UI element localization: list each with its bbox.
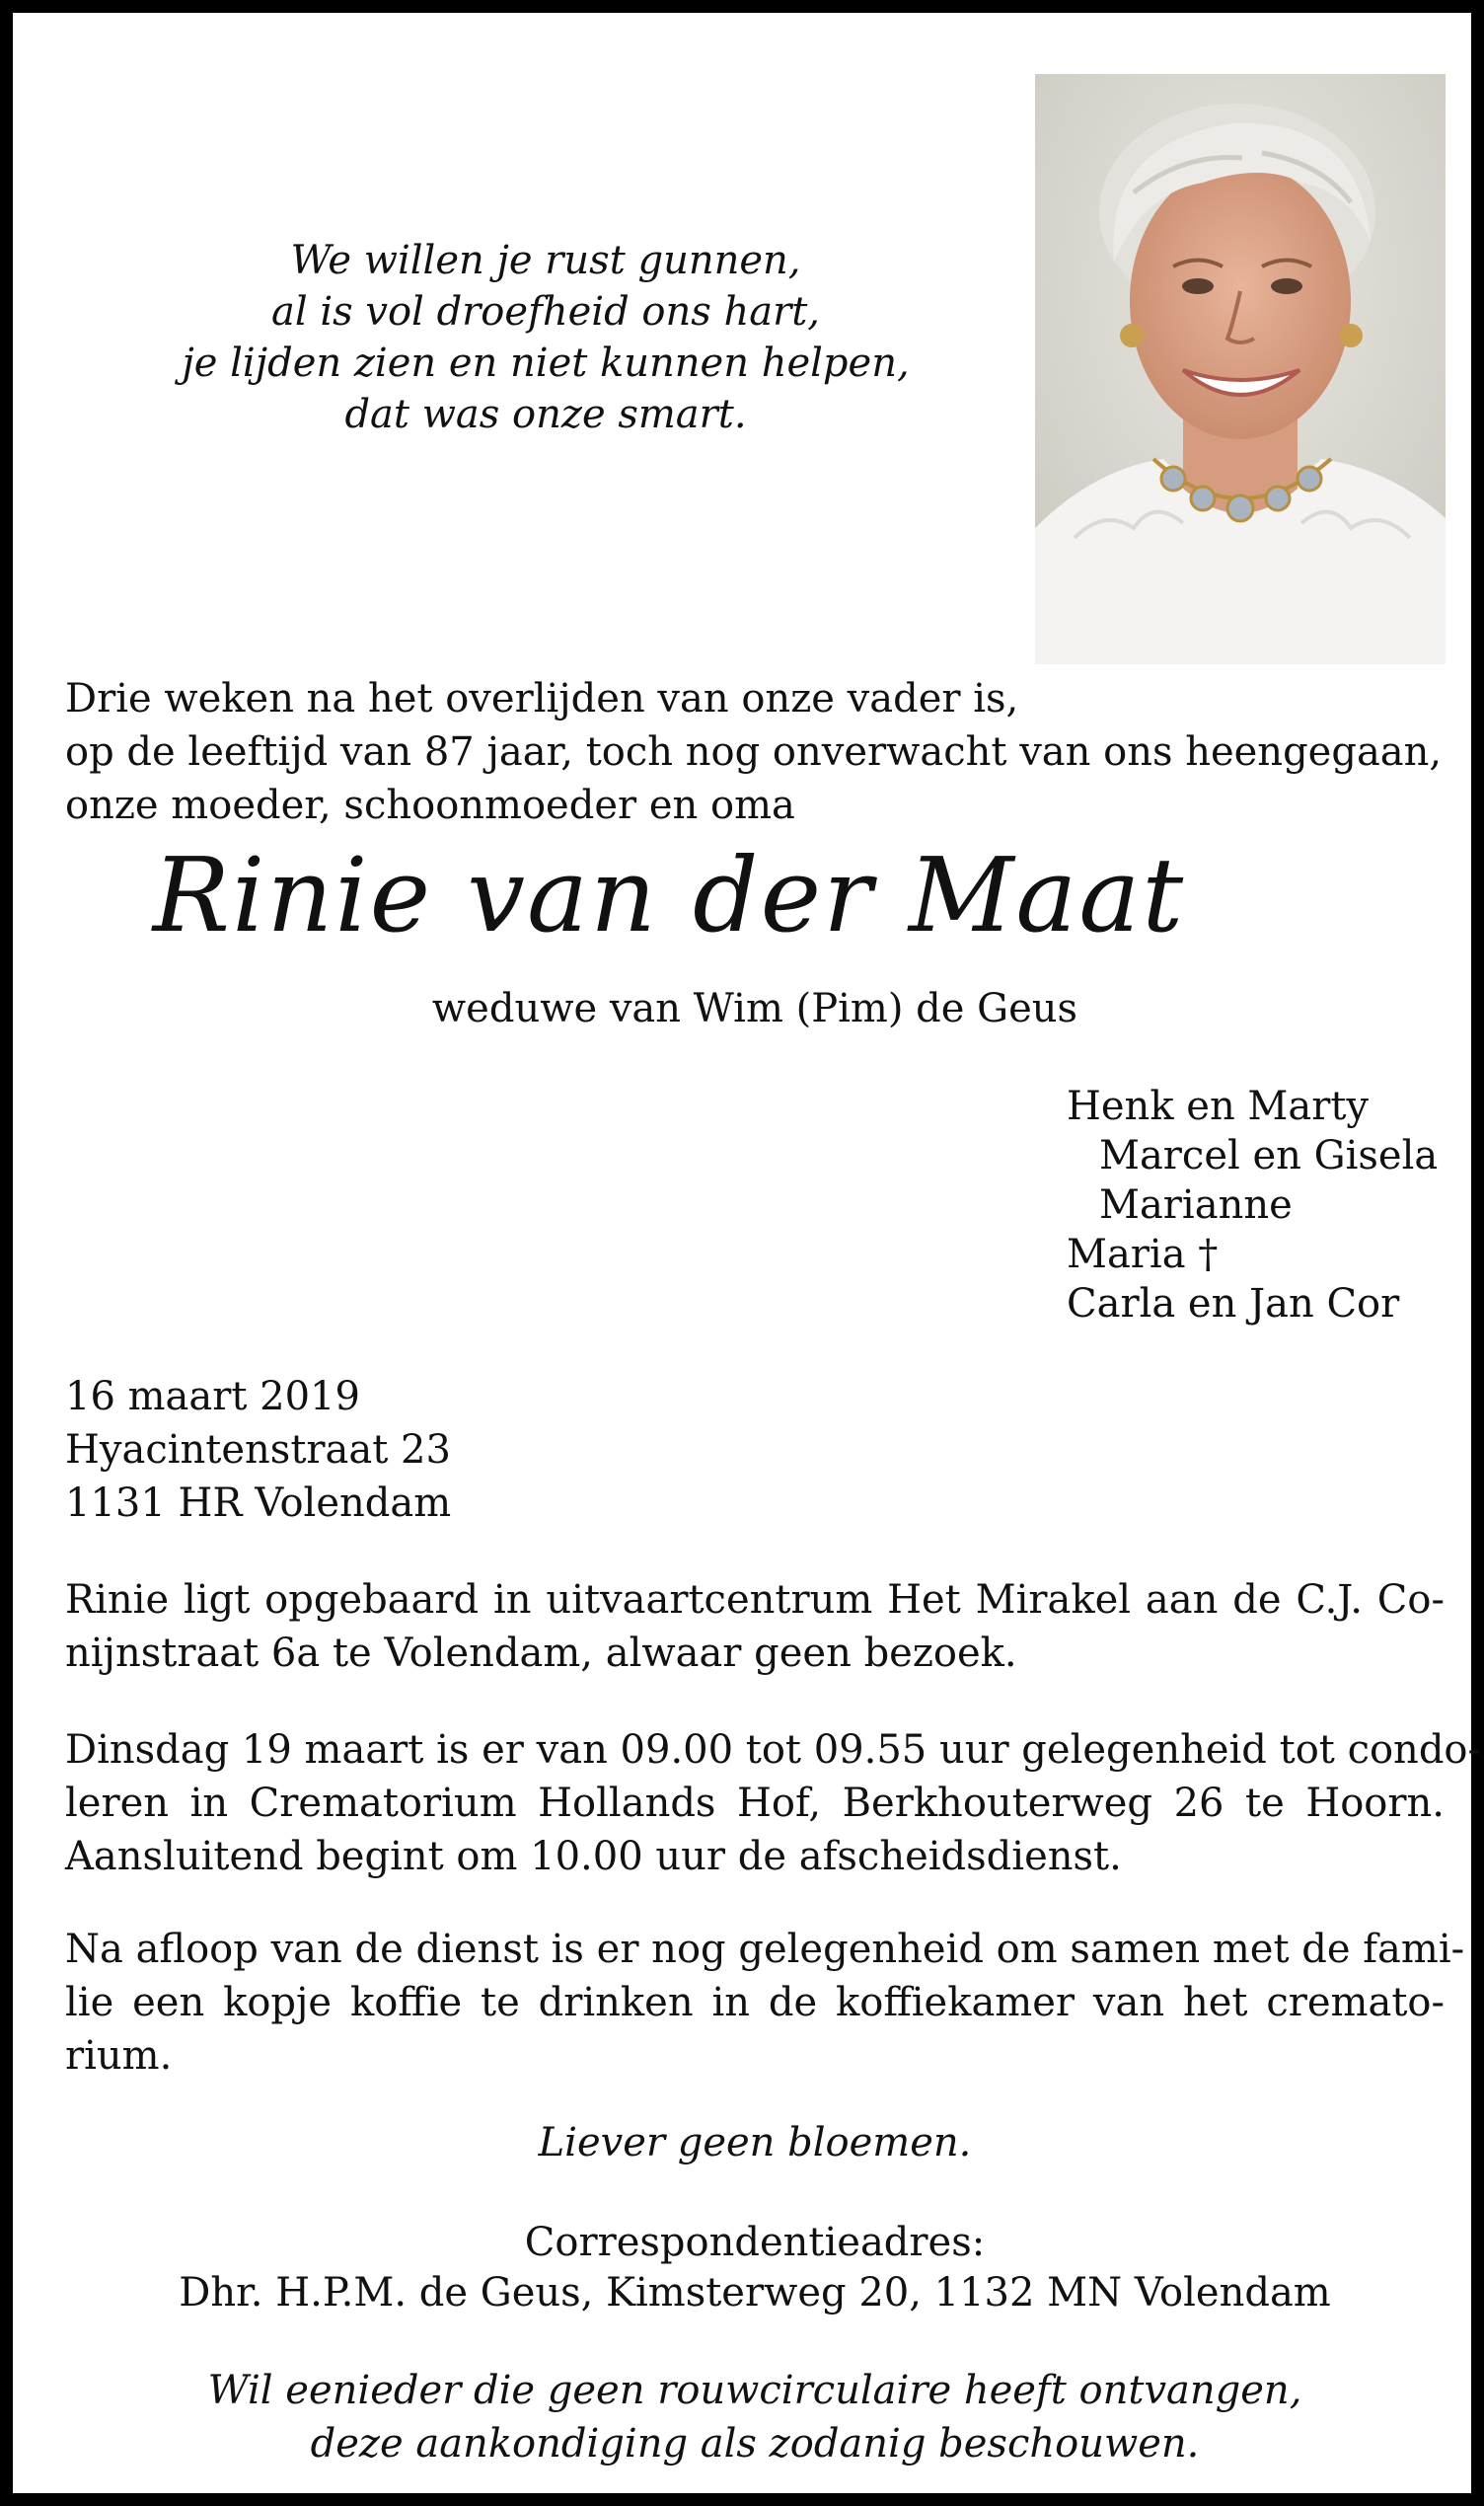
deceased-name-text: Rinie van der Maat [152,835,1186,955]
coffee-paragraph [65,1923,1465,2083]
closing-line: Wil eenieder die geen rouwcirculaire heeft ontvangen, [207,2368,1302,2413]
intro-line: Drie weken na het overlijden van onze vader is, [65,676,1019,721]
paragraph-line: Rinie ligt opgebaard in uitvaartcentrum Het Mirakel aan de C.J. Co- [65,1577,1445,1623]
intro-line: onze moeder, schoonmoeder en oma [65,783,795,828]
family-member: Marcel en Gisela [1099,1133,1439,1178]
deceased-name [111,820,1226,968]
city-line: 1131 HR Volendam [65,1481,452,1526]
date-and-address [65,1370,756,1530]
closing-line: deze aankondiging als zodanig beschouwen. [310,2421,1200,2467]
closing-note [13,2364,1484,2470]
intro-line: op de leeftijd van 87 jaar, toch nog onverwacht van ons heengegaan, [65,729,1443,775]
poem-line: al is vol droefheid ons hart, [270,289,820,335]
correspondence-address: Dhr. H.P.M. de Geus, Kimsterweg 20, 1132 MN Volendam [179,2270,1331,2316]
correspondence-label: Correspondentieadres: [524,2220,986,2265]
date-line: 16 maart 2019 [65,1374,360,1419]
service-paragraph [65,1723,1482,1883]
paragraph-line: Aansluitend begint om 10.00 uur de afscheidsdienst. [65,1834,1122,1879]
widow-of-line: weduwe van Wim (Pim) de Geus [431,986,1078,1031]
paragraph-line: rium. [65,2033,173,2079]
laid-out-paragraph [65,1573,1445,1680]
poem-line: je lijden zien en niet kunnen helpen, [182,341,910,386]
paragraph-line: Dinsdag 19 maart is er van 09.00 tot 09.55 uur gelegenheid tot condo- [65,1727,1482,1773]
paragraph-line: lie een kopje koffie te drinken in de koffiekamer van het cremato- [65,1980,1445,2025]
street-line: Hyacintenstraat 23 [65,1427,451,1473]
family-list [1067,1082,1461,1329]
paragraph-line: Na afloop van de dienst is er nog gelegenheid om samen met de fami- [65,1927,1465,1972]
family-member: Carla en Jan Cor [1067,1281,1400,1327]
poem-line: dat was onze smart. [344,392,747,437]
paragraph-line: nijnstraat 6a te Volendam, alwaar geen bezoek. [65,1631,1017,1676]
intro-text [65,672,1466,832]
family-member: Maria † [1067,1232,1219,1277]
paragraph-line: leren in Crematorium Hollands Hof, Berkhouterweg 26 te Hoorn. [65,1781,1445,1826]
memorial-poem [131,235,960,440]
family-member: Marianne [1099,1182,1293,1228]
portrait-photo [1035,74,1446,664]
family-member: Henk en Marty [1067,1084,1370,1129]
poem-line: We willen je rust gunnen, [290,238,801,283]
no-flowers-note: Liever geen bloemen. [538,2120,972,2165]
